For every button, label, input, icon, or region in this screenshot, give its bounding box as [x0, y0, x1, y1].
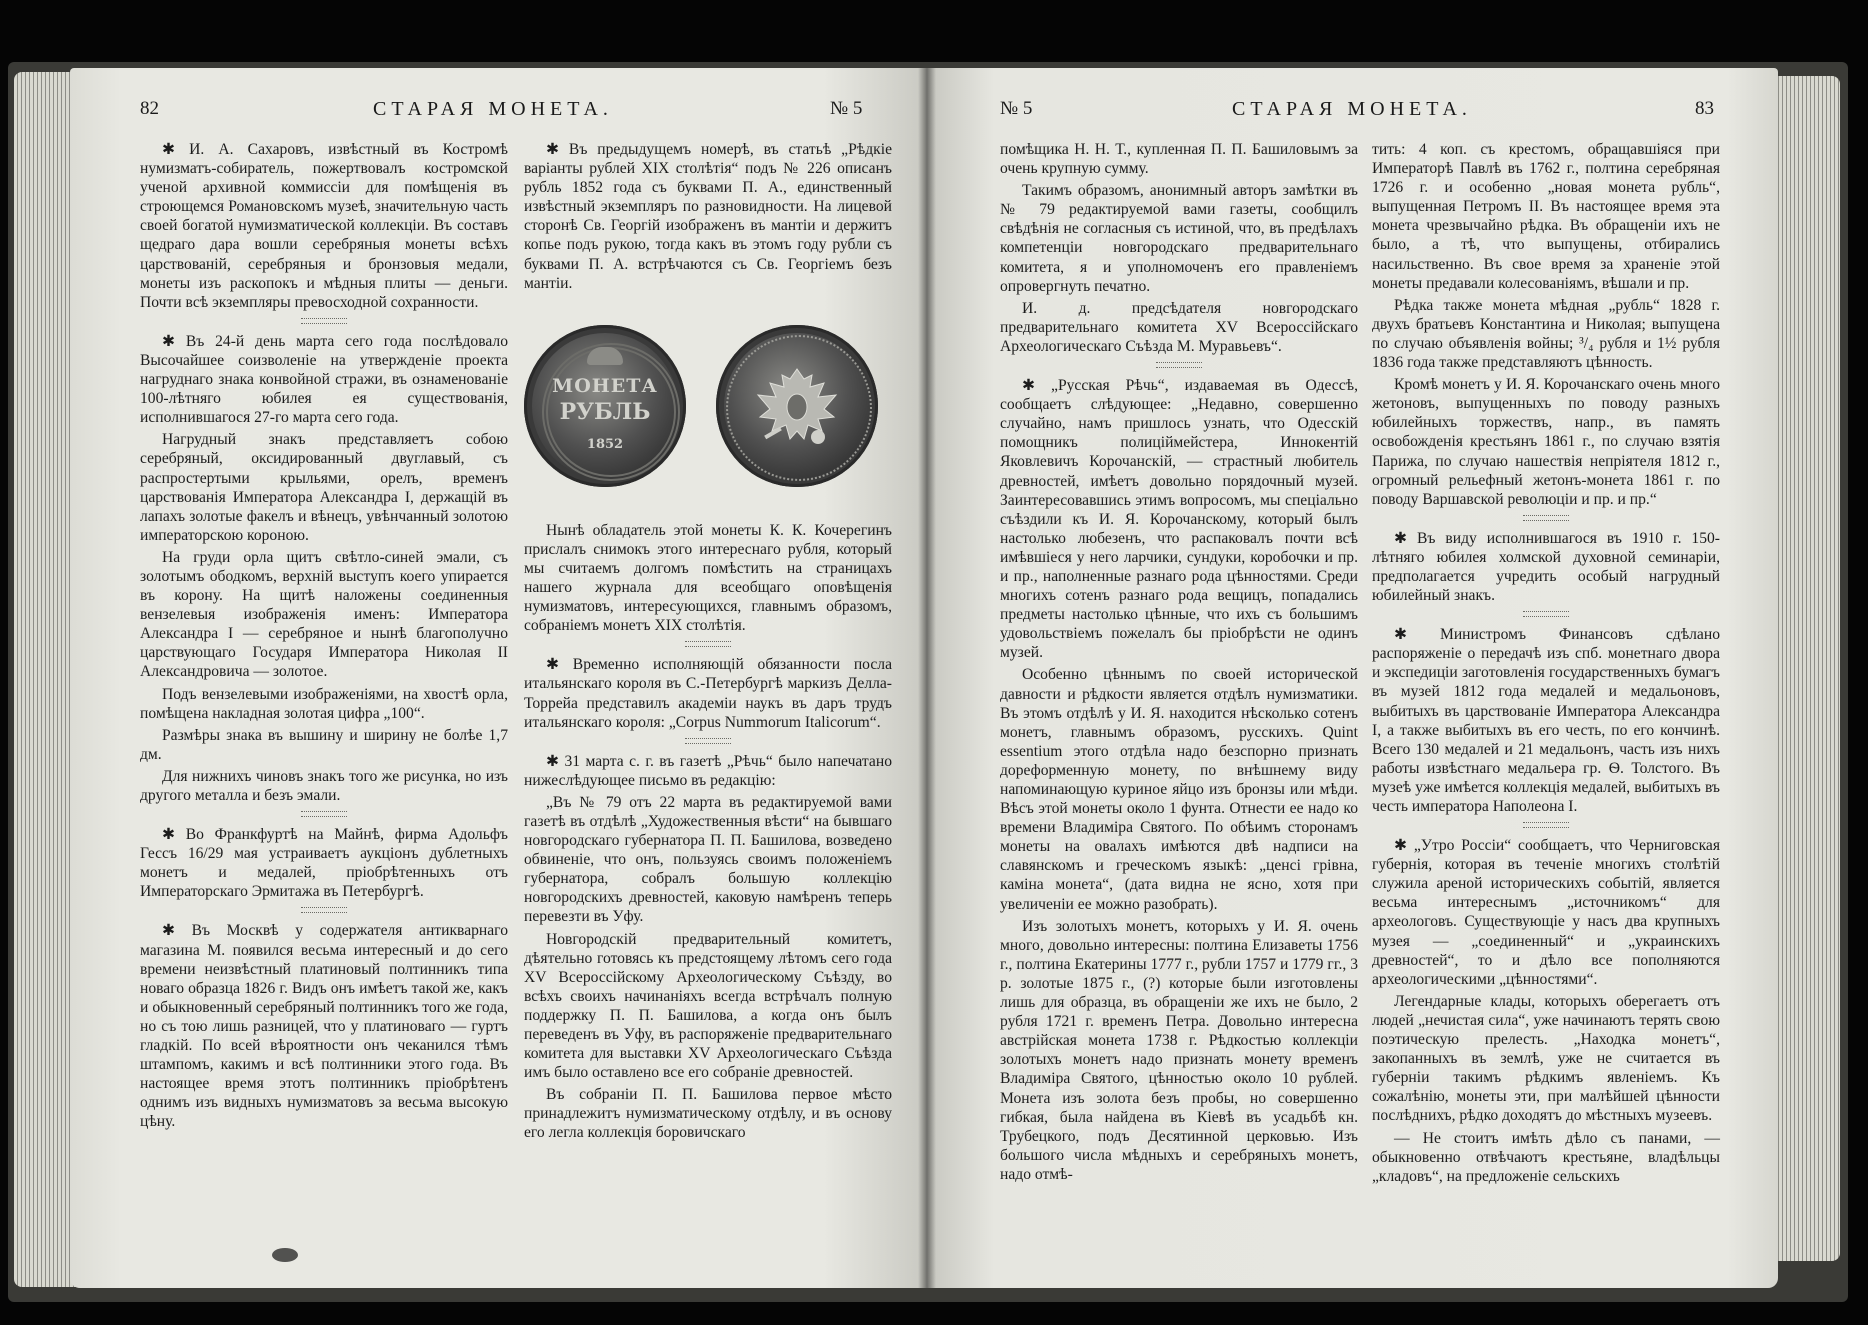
right-column-1 [1000, 140, 1358, 1184]
double-headed-eagle-icon [750, 361, 844, 457]
coin-legend-2: РУБЛЬ [559, 398, 651, 425]
separator [1523, 611, 1569, 617]
paragraph: тить: 4 коп. съ крестомъ, обращавшіяся при Императорѣ Павлѣ въ 1762 г., полтина серебряная 1726 г. и особенно „новая монета рубль“, выпущенная Петромъ II. Въ настоящее время эта монета чрезвычайно рѣдка. Въ обращеніи ихъ не было, а тѣ, что выпущены, отбирались насильственно. Въ свое время за храненіе этой монеты предавали колесованіямъ, вѣшали и пр. [1372, 141, 1720, 292]
separator [685, 738, 731, 744]
book-gutter [918, 68, 936, 1288]
left-page-number: 82 [140, 98, 159, 119]
right-issue-number: № 5 [1000, 98, 1033, 119]
paragraph: помѣщика Н. Н. Т., купленная П. П. Башиловымъ за очень крупную сумму. [1000, 141, 1358, 178]
paragraph: ✱ Въ Москвѣ у содержателя антикварнаго магазина М. появился весьма интересный и до сего времени неизвѣстный платиновый полтинникъ типа новаго образца 1826 г. Видъ онъ имѣетъ такой же, какъ и обыкновенный серебряный полтинникъ того же года, но съ тою лишь разницей, что у платиноваго — гуртъ гладкій. По всей вѣроятности онъ чеканился тѣмъ штампомъ, какимъ и всѣ полтинники этого года. Въ настоящее время этотъ полтинникъ пріобрѣтенъ однимъ изъ видныхъ нумизматовъ за весьма высокую цѣну. [140, 922, 508, 1131]
left-running-title: СТАРАЯ МОНЕТА. [373, 98, 613, 120]
right-column-2 [1372, 140, 1720, 1186]
paragraph: ✱ И. А. Сахаровъ, извѣстный въ Костромѣ нумизматъ-собиратель, пожертвовалъ костромской ученой архивной коммиссіи для помѣщенія въ строющемся Романовскомъ музеѣ, значительную часть своей богатой нумизматической коллекціи. Въ составъ щедраго дара вошли серебряныя монеты всѣхъ царствованій, серебряныя и бронзовыя медали, монеты изъ раскопокъ и мѣдныя плиты — деньги. Почти всѣ экземпляры превосходной сохранности. [140, 141, 508, 311]
paragraph: ✱ Въ предыдущемъ номерѣ, въ статьѣ „Рѣдкіе варіанты рублей XIX столѣтія“ подъ № 226 описанъ рубль 1852 года съ буквами П. А., единственный извѣстный экземпляръ по разновидности. На лицевой сторонѣ Св. Георгій изображенъ въ мантіи и держитъ копье подъ рукою, тогда какъ въ этомъ году рубли съ буквами П. А. встрѣчаются съ Св. Георгіемъ безъ мантіи. [524, 141, 892, 292]
paragraph: Легендарные клады, которыхъ оберегаетъ отъ людей „нечистая сила“, уже начинаютъ терять свою поэтическую прелесть. „Находка монетъ“, закопанныхъ въ землѣ, уже не считается въ губерніи такимъ рѣдкимъ явленіемъ. Къ сожалѣнію, монеты эти, при малѣйшей цѣнности послѣднихъ, рѣдко доходятъ до мѣстныхъ музеевъ. [1372, 992, 1720, 1125]
coin-obverse [524, 325, 686, 487]
paragraph: ✱ Временно исполняющій обязанности посла итальянскаго короля въ С.-Петербургѣ маркизъ Делла-Торрейа представилъ академіи наукъ въ даръ трудъ итальянскаго короля: „Corpus Nummorum Italicorum“. [524, 656, 892, 731]
paragraph: Нынѣ обладатель этой монеты К. К. Кочерегинъ прислалъ снимокъ этого интереснаго рубля, который мы считаемъ долгомъ помѣстить на страницахъ нашего журнала для всеобщаго оповѣщенія нумизматовъ, интересующихся, главнымъ образомъ, собраніемъ монетъ XIX столѣтія. [524, 521, 892, 635]
left-issue-number: № 5 [830, 98, 863, 119]
page-edges-right [1770, 76, 1840, 1261]
right-running-head [1000, 98, 1720, 128]
paragraph: На груди орла щитъ свѣтло-синей эмали, съ золотымъ ободкомъ, верхній выступъ коего упирается въ корону. На щитѣ наложены соединенныя вензелевыя изображенія именъ: Императора Александра I — серебряное и нынѣ благополучно царствующаго Государя Императора Николая II Александровича — золотое. [140, 548, 508, 681]
paragraph: ✱ 31 марта с. г. въ газетѣ „Рѣчь“ было напечатано нижеслѣдующее письмо въ редакцію: [524, 752, 892, 789]
coin-year: 1852 [586, 436, 624, 452]
left-column-1 [140, 140, 508, 1132]
separator [1523, 822, 1569, 828]
paragraph: Кромѣ монетъ у И. Я. Корочанскаго очень много жетоновъ, выпущенныхъ по поводу разныхъ юбилейныхъ торжествъ, напр., въ память освобожденія крестьянъ 1861 г., по случаю взятія Парижа, по случаю нашествія непріятеля 1812 г., огромный рельефный жетонъ-монета 1861 г. по поводу Варшавской революціи и пр. и пр.“ [1372, 376, 1720, 508]
paragraph: Размѣры знака въ вышину и ширину не болѣе 1,7 дм. [140, 726, 508, 763]
paragraph: Нагрудный знакъ представляетъ собою серебряный, оксидированный двуглавый, съ распростертыми крыльями, орелъ, временъ царствованія Императора Александра I, держащій въ лапахъ золотые факелъ и вѣнецъ, увѣнчанный золотою императорскою короною. [140, 431, 508, 544]
separator [1523, 515, 1569, 521]
paragraph: Для нижнихъ чиновъ знакъ того же рисунка, но изъ другого металла и безъ эмали. [140, 767, 508, 804]
paragraph: И. д. предсѣдателя новгородскаго предварительнаго комитета XV Всероссійскаго Археологическаго Съѣзда М. Муравьевъ“. [1000, 299, 1358, 355]
paragraph: Изъ золотыхъ монетъ, которыхъ у И. Я. очень много, довольно интересны: полтина Елизаветы 1756 г., полтина Екатерины 1777 г., рубли 1757 и 1779 гг., 3 р. золотые 1875 г., (?) которые были изготовлены лишь для образца, въ обращеніи же ихъ не было, 2 рубля 1721 г. временъ Петра. Довольно интересна австрійская монета 1738 г. Рѣдкостью коллекціи золотыхъ монетъ надо признать монету временъ Владиміра Святого, цѣнностью около 10 рублей. Монета изъ золота безъ пробы, но совершенно гибкая, была найдена въ Кіевѣ въ усадьбѣ кн. Трубецкого, подъ Десятинной церковью. Изъ большого числа мѣдныхъ и серебряныхъ монетъ, надо отмѣ- [1000, 917, 1358, 1183]
paragraph: ✱ Въ 24-й день марта сего года послѣдовало Высочайшее соизволеніе на утвержденіе проекта нагруднаго знака конвойной стражи, въ ознаменованіе 100-лѣтняго юбилея ея существованія, исполнившагося 27-го марта сего года. [140, 332, 508, 427]
paragraph: Такимъ образомъ, анонимный авторъ замѣтки въ № 79 редактируемой вами газеты, сообщилъ свѣдѣнія не согласныя съ истиной, что, въ предѣлахъ компетенціи новгородскаго предварительнаго комитета, я и уполномоченъ его правленіемъ опровергнуть печатно. [1000, 182, 1358, 295]
left-running-head [140, 98, 900, 128]
separator [301, 318, 347, 324]
paragraph: ✱ „Русская Рѣчь“, издаваемая въ Одессѣ, сообщаетъ слѣдующее: „Недавно, совершенно случайно, намъ пришлось узнать, что Одесскій помощникъ полиціймейстера, Иннокентій Яковлевичъ Корочанскій, — страстный любитель древностей, имѣетъ довольно порядочный музей. Заинтересовавшись этимъ вопросомъ, мы спеціально съѣздили къ И. Я. Корочанскому, который былъ настолько любезенъ, что распаковалъ почти всѣ имѣвшіеся у него ларчики, сундуки, коробочки и пр. и пр., наполненные разнаго рода цѣнностями. Среди многихъ сотенъ разнаго рода вещицъ, попадались предметы настолько цѣнные, что ихъ съ большимъ удовольствіемъ пожелалъ бы пріобрѣсти не одинъ музей. [1000, 377, 1358, 662]
coin-illustration [524, 325, 892, 507]
paragraph: ✱ Въ виду исполнившагося въ 1910 г. 150-лѣтняго юбилея холмской духовной семинаріи, предполагается учредить особый нагрудный юбилейный знакъ. [1372, 529, 1720, 605]
paragraph: Подъ вензелевыми изображеніями, на хвостѣ орла, помѣщена накладная золотая цифра „100“. [140, 685, 508, 722]
paragraph: ✱ Во Франкфуртѣ на Майнѣ, фирма Адольфъ Гессъ 16/29 мая устраиваетъ аукціонъ дублетныхъ монетъ и медалей, пріобрѣтенныхъ отъ Императорскаго Эрмитажа въ Петербургѣ. [140, 826, 508, 901]
coin-crown-icon [587, 347, 623, 365]
paragraph: Особенно цѣннымъ по своей исторической давности и рѣдкости является отдѣлъ нумизматики. Въ этомъ отдѣлѣ у И. Я. находится нѣсколько сотенъ монетъ, главнымъ образомъ, русскихъ. Quint essentium этого отдѣла надо безспорно признать дореформенную монету, по внѣшнему виду напоминающую куриное яйцо изъ бронзы или мѣди. Вѣсъ этой монеты около 1 фунта. Отнести ее надо ко времени Владиміра Святого. По обѣимъ сторонамъ монеты на овалахъ имѣются двѣ надписи на славянскомъ и греческомъ языкѣ: „ценсі грівна, каміна монета“, (дата видна не ясно, хотя при увеличеніи ее можно разобрать). [1000, 666, 1358, 913]
paragraph: ✱ Министромъ Финансовъ сдѣлано распоряженіе о передачѣ изъ спб. монетнаго двора и экспедиціи заготовленія государственныхъ бумагъ въ музей 1812 года медалей и медальоновъ, выбитыхъ въ царствованіе Императора Александра I, а также выбитыхъ въ его честь, по его кончинѣ. Всего 130 медалей и 21 медальонъ, часть изъ нихъ работы извѣстнаго медальера гр. Ѳ. Толстого. Въ музеѣ уже имѣется коллекція медалей, выбитыхъ въ честь императора Наполеона I. [1372, 626, 1720, 815]
right-running-title: СТАРАЯ МОНЕТА. [1232, 98, 1472, 120]
separator [685, 641, 731, 647]
paragraph: — Не стоитъ имѣть дѣло съ панами, — обыкновенно отвѣчаютъ крестьяне, владѣльцы „кладовъ“, на предложеніе сельскихъ [1372, 1129, 1720, 1185]
paragraph: Новгородскій предварительный комитетъ, дѣятельно готовясь къ предстоящему лѣтомъ сего года XV Всероссійскому Археологическому Съѣзду, во всѣхъ своихъ начинаніяхъ всегда встрѣчалъ полную поддержку П. П. Башилова, а когда онъ былъ переведенъ въ Уфу, въ распоряженіе предварительнаго комитета для выставки XV Археологическаго Съѣзда имъ было оставлено все его собраніе древностей. [524, 930, 892, 1082]
coin-reverse [716, 325, 878, 487]
left-column-2 [524, 140, 892, 1143]
right-page-number: 83 [1695, 98, 1714, 119]
separator [1156, 362, 1202, 368]
paragraph: „Въ № 79 отъ 22 марта въ редактируемой вами газетѣ въ отдѣлѣ „Художественныя вѣсти“ на бывшаго новгородскаго губернатора П. П. Башилова, возведено обвиненіе, что онъ, пользуясь своимъ положеніемъ губернатора, собралъ большую коллекцію новгородскихъ древностей, каковую намѣренъ теперь перевезти въ Уфу. [524, 793, 892, 926]
coin-legend-1: МОНЕТА [552, 374, 658, 397]
paragraph: Рѣдка также монета мѣдная „рубль“ 1828 г. двухъ братьевъ Константина и Николая; выпущена по случаю объявленія войны; ³/₄ рубля и 1½ рубля 1836 года также представляютъ цѣнность. [1372, 296, 1720, 372]
separator [301, 811, 347, 817]
ink-smudge [272, 1248, 298, 1262]
paragraph: ✱ „Утро Россіи“ сообщаетъ, что Черниговская губернія, которая въ теченіе многихъ столѣтій служила ареной историческихъ событій, является весьма интереснымъ „источникомъ“ для археологовъ. Существующіе у насъ два крупныхъ музея — „соединенный“ и „украинскихъ древностей“, то и дѣло все пополняются археологическими „цѣнностями“. [1372, 837, 1720, 988]
separator [301, 907, 347, 913]
paragraph: Въ собраніи П. П. Башилова первое мѣсто принадлежитъ нумизматическому отдѣлу, и въ основу его легла коллекція боровичскаго [524, 1086, 892, 1142]
